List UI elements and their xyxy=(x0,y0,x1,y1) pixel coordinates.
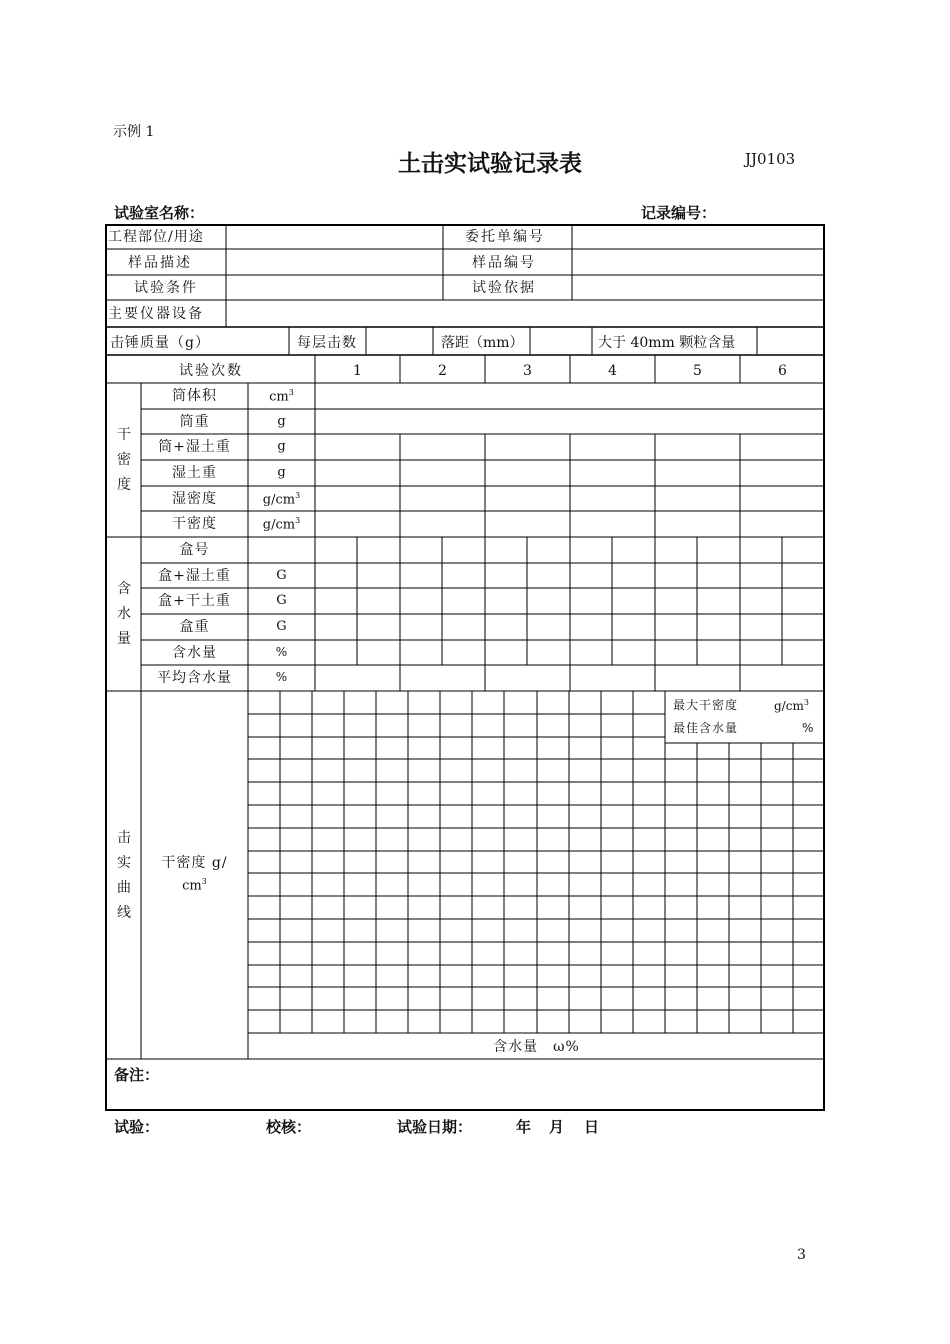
blows-per-layer-label: 每层击数 xyxy=(297,335,357,351)
row-unit: % xyxy=(275,670,288,684)
test-basis-label: 试验依据 xyxy=(472,280,536,296)
row-label: 湿土重 xyxy=(172,465,217,481)
trial-number: 6 xyxy=(778,363,787,379)
row-label: 盒+干土重 xyxy=(158,593,231,609)
remark-label: 备注： xyxy=(114,1066,160,1084)
water-content-group-label xyxy=(107,577,141,652)
row-label: 干密度 xyxy=(172,516,217,532)
max-dry-density-unit: $g/cm^3$ xyxy=(774,698,809,713)
x-axis-label: 含水量 ω% xyxy=(493,1039,580,1055)
group-char: 曲 xyxy=(117,880,131,896)
group-char: 线 xyxy=(117,905,131,921)
row-label: 含水量 xyxy=(172,645,217,661)
form-table xyxy=(105,224,825,1111)
equipment-label: 主要仪器设备 xyxy=(108,306,204,322)
trials-label: 试验次数 xyxy=(179,363,243,379)
group-char: 实 xyxy=(117,855,131,871)
dry-density-group-label xyxy=(107,423,141,498)
group-char: 水 xyxy=(117,606,131,622)
row-label: 盒+湿土重 xyxy=(158,568,231,584)
test-cond-label: 试验条件 xyxy=(134,280,198,296)
row-label: 筒体积 xyxy=(172,388,217,404)
y-axis-label: 干密度 g/ $cm^3$ xyxy=(161,855,228,894)
trial-number: 2 xyxy=(438,363,447,379)
trial-number: 1 xyxy=(353,363,362,379)
group-char: 密 xyxy=(117,452,131,468)
row-label: 筒重 xyxy=(179,414,210,430)
optimum-water-content-label: 最佳含水量 xyxy=(673,721,739,735)
form-title: 土击实试验记录表 xyxy=(398,151,582,177)
max-dry-density-label: 最大干密度 xyxy=(673,698,739,712)
sample-desc-label: 样品描述 xyxy=(128,255,192,271)
example-label: 示例 1 xyxy=(113,124,155,140)
group-char: 度 xyxy=(117,477,131,493)
row-unit: g xyxy=(277,414,286,429)
row-unit: g xyxy=(277,439,286,454)
project-label: 工程部位/用途 xyxy=(108,229,204,245)
drop-height-label: 落距（mm） xyxy=(441,335,524,351)
row-unit: $g/cm^3$ xyxy=(262,491,301,508)
trial-number: 4 xyxy=(608,363,617,379)
row-unit: % xyxy=(275,645,288,659)
row-unit: G xyxy=(276,619,287,634)
day-label: 日 xyxy=(584,1118,600,1136)
row-unit: $g/cm^3$ xyxy=(262,516,301,533)
month-label: 月 xyxy=(549,1118,565,1136)
group-char: 击 xyxy=(117,830,131,846)
row-label: 盒重 xyxy=(179,619,210,635)
commission-label: 委托单编号 xyxy=(465,229,545,245)
hammer-mass-label: 击锤质量（g） xyxy=(110,335,210,351)
row-unit: G xyxy=(276,568,287,583)
checker-label: 校核： xyxy=(266,1118,312,1136)
record-number-label: 记录编号： xyxy=(641,204,717,222)
row-unit: $cm^3$ xyxy=(269,388,294,405)
group-char: 干 xyxy=(117,427,131,443)
row-label: 湿密度 xyxy=(172,491,217,507)
lab-name-label: 试验室名称： xyxy=(114,204,205,222)
row-unit: G xyxy=(276,593,287,608)
row-label: 筒+湿土重 xyxy=(158,439,231,455)
group-char: 含 xyxy=(117,581,131,597)
compaction-curve-group-label xyxy=(107,826,141,926)
row-label: 平均含水量 xyxy=(157,670,232,686)
trial-number: 5 xyxy=(693,363,702,379)
over-40mm-label: 大于 40mm 颗粒含量 xyxy=(598,335,736,351)
row-unit: g xyxy=(277,465,286,480)
tester-label: 试验： xyxy=(114,1118,160,1136)
sample-no-label: 样品编号 xyxy=(472,255,536,271)
group-char: 量 xyxy=(117,631,131,647)
year-label: 年 xyxy=(516,1118,532,1136)
page-number: 3 xyxy=(797,1247,806,1263)
form-code: JJ0103 xyxy=(745,150,796,168)
test-date-label: 试验日期： xyxy=(397,1118,473,1136)
trial-number: 3 xyxy=(523,363,532,379)
optimum-water-content-unit: % xyxy=(802,721,814,735)
row-label: 盒号 xyxy=(179,542,210,558)
